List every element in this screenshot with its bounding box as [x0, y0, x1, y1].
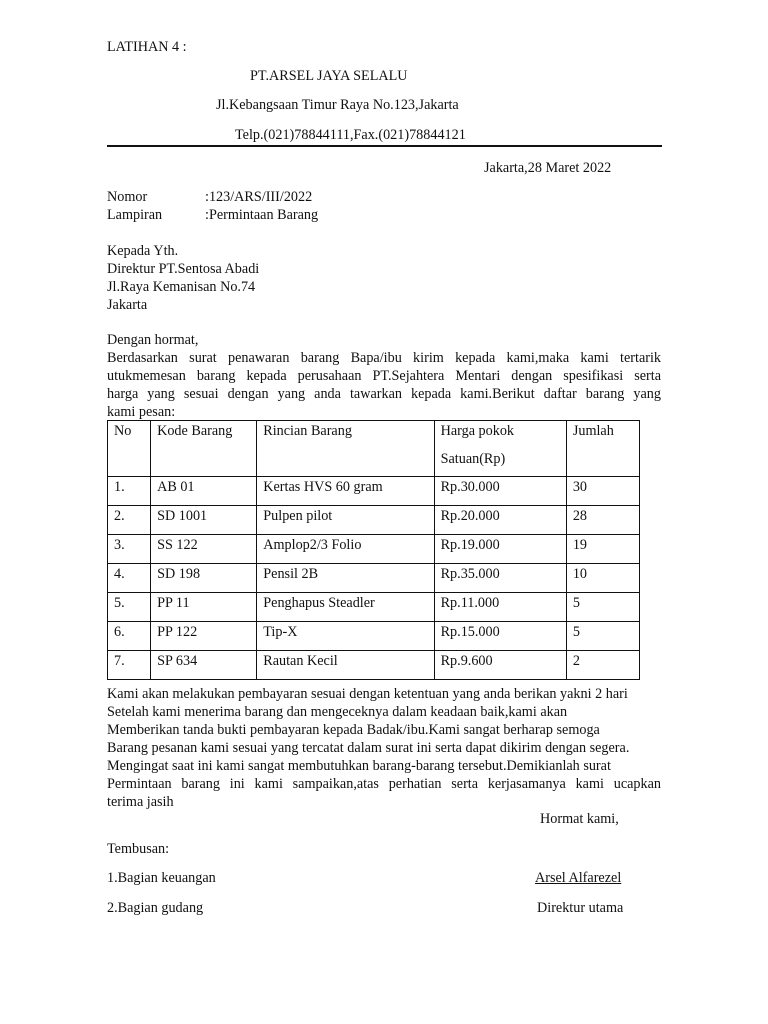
table-header-row — [108, 421, 640, 477]
header-harga-line2: Satuan(Rp) — [440, 451, 506, 467]
lampiran-label: Lampiran — [107, 207, 163, 223]
cell-harga: Rp.15.000 — [434, 622, 566, 651]
cc-item: 1.Bagian keuangan — [107, 870, 216, 886]
cell-jumlah: 10 — [566, 564, 639, 593]
intro-line: kami pesan: — [107, 404, 176, 420]
signatory-name: Arsel Alfarezel — [535, 870, 622, 886]
cell-rincian: Kertas HVS 60 gram — [257, 477, 434, 506]
recipient-block — [107, 242, 259, 314]
closing-line: Setelah kami menerima barang dan mengeceknya dalam keadaan baik,kami akan — [107, 704, 568, 720]
intro-line: utukmemesan barang kepada perusahaan PT.Sejahtera Mentari dengan spesifikasi serta — [107, 368, 661, 384]
cc-item: 2.Bagian gudang — [107, 900, 204, 916]
cell-no: 5. — [108, 593, 151, 622]
nomor-label: Nomor — [107, 189, 148, 205]
signatory-title: Direktur utama — [537, 900, 624, 916]
cell-jumlah: 19 — [566, 535, 639, 564]
lampiran-value: :Permintaan Barang — [205, 207, 319, 223]
cell-no: 7. — [108, 651, 151, 680]
cell-harga: Rp.20.000 — [434, 506, 566, 535]
cell-kode: SD 1001 — [151, 506, 257, 535]
place-date: Jakarta,28 Maret 2022 — [484, 160, 612, 176]
company-name: PT.ARSEL JAYA SELALU — [250, 68, 408, 84]
cell-kode: PP 11 — [151, 593, 257, 622]
cell-no: 1. — [108, 477, 151, 506]
cell-rincian: Rautan Kecil — [257, 651, 434, 680]
cell-no: 3. — [108, 535, 151, 564]
order-table — [107, 420, 640, 680]
cell-harga: Rp.11.000 — [434, 593, 566, 622]
cell-no: 6. — [108, 622, 151, 651]
recipient-line: Jl.Raya Kemanisan No.74 — [107, 279, 256, 295]
closing-line: terima jasih — [107, 794, 174, 810]
header-jumlah: Jumlah — [566, 421, 639, 477]
header-harga — [434, 421, 566, 477]
exercise-title: LATIHAN 4 : — [107, 39, 187, 55]
cell-rincian: Pensil 2B — [257, 564, 434, 593]
cell-jumlah: 5 — [566, 593, 639, 622]
cell-jumlah: 5 — [566, 622, 639, 651]
table-row — [108, 535, 640, 564]
table-row — [108, 506, 640, 535]
table-row — [108, 622, 640, 651]
cell-harga: Rp.19.000 — [434, 535, 566, 564]
cell-harga: Rp.30.000 — [434, 477, 566, 506]
cell-jumlah: 2 — [566, 651, 639, 680]
cell-rincian: Pulpen pilot — [257, 506, 434, 535]
nomor-value: :123/ARS/III/2022 — [205, 189, 313, 205]
intro-line: Berdasarkan surat penawaran barang Bapa/ibu kirim kepada kami,maka kami tertarik — [107, 350, 661, 366]
cell-harga: Rp.9.600 — [434, 651, 566, 680]
cell-jumlah: 28 — [566, 506, 639, 535]
cell-rincian: Amplop2/3 Folio — [257, 535, 434, 564]
closing-line: Permintaan barang ini kami sampaikan,atas perhatian serta kerjasamanya kami ucapkan — [107, 776, 661, 792]
salutation: Dengan hormat, — [107, 332, 199, 348]
table-row — [108, 593, 640, 622]
cell-no: 2. — [108, 506, 151, 535]
header-rincian: Rincian Barang — [257, 421, 434, 477]
cell-kode: SP 634 — [151, 651, 257, 680]
closing-line: Kami akan melakukan pembayaran sesuai dengan ketentuan yang anda berikan yakni 2 hari — [107, 686, 628, 702]
table-row — [108, 564, 640, 593]
nomor-row — [107, 188, 312, 206]
cell-no: 4. — [108, 564, 151, 593]
recipient-line: Kepada Yth. — [107, 243, 179, 259]
header-kode: Kode Barang — [151, 421, 257, 477]
header-harga-line1: Harga pokok — [440, 423, 515, 439]
lampiran-row — [107, 206, 318, 224]
company-contact: Telp.(021)78844111,Fax.(021)78844121 — [235, 127, 466, 143]
table-row — [108, 651, 640, 680]
cc-label: Tembusan: — [107, 841, 170, 857]
cell-kode: AB 01 — [151, 477, 257, 506]
recipient-line: Jakarta — [107, 297, 148, 313]
cell-harga: Rp.35.000 — [434, 564, 566, 593]
closing-line: Memberikan tanda bukti pembayaran kepada Badak/ibu.Kami sangat berharap semoga — [107, 722, 600, 738]
cell-kode: PP 122 — [151, 622, 257, 651]
header-no: No — [108, 421, 151, 477]
cell-kode: SS 122 — [151, 535, 257, 564]
cell-rincian: Tip-X — [257, 622, 434, 651]
cell-rincian: Penghapus Steadler — [257, 593, 434, 622]
recipient-line: Direktur PT.Sentosa Abadi — [107, 261, 260, 277]
letterhead-divider — [107, 145, 662, 147]
intro-line: harga yang sesuai dengan yang anda tawarkan kepada kami.Berikut daftar barang yang — [107, 386, 661, 402]
signoff: Hormat kami, — [540, 811, 619, 827]
cell-jumlah: 30 — [566, 477, 639, 506]
intro-paragraph — [107, 349, 661, 421]
closing-line: Barang pesanan kami sesuai yang tercatat dalam surat ini serta dapat dikirim dengan segera. — [107, 740, 630, 756]
table-row — [108, 477, 640, 506]
cell-kode: SD 198 — [151, 564, 257, 593]
company-address: Jl.Kebangsaan Timur Raya No.123,Jakarta — [216, 97, 459, 113]
closing-paragraph — [107, 685, 661, 811]
closing-line: Mengingat saat ini kami sangat membutuhkan barang-barang tersebut.Demikianlah surat — [107, 758, 611, 774]
